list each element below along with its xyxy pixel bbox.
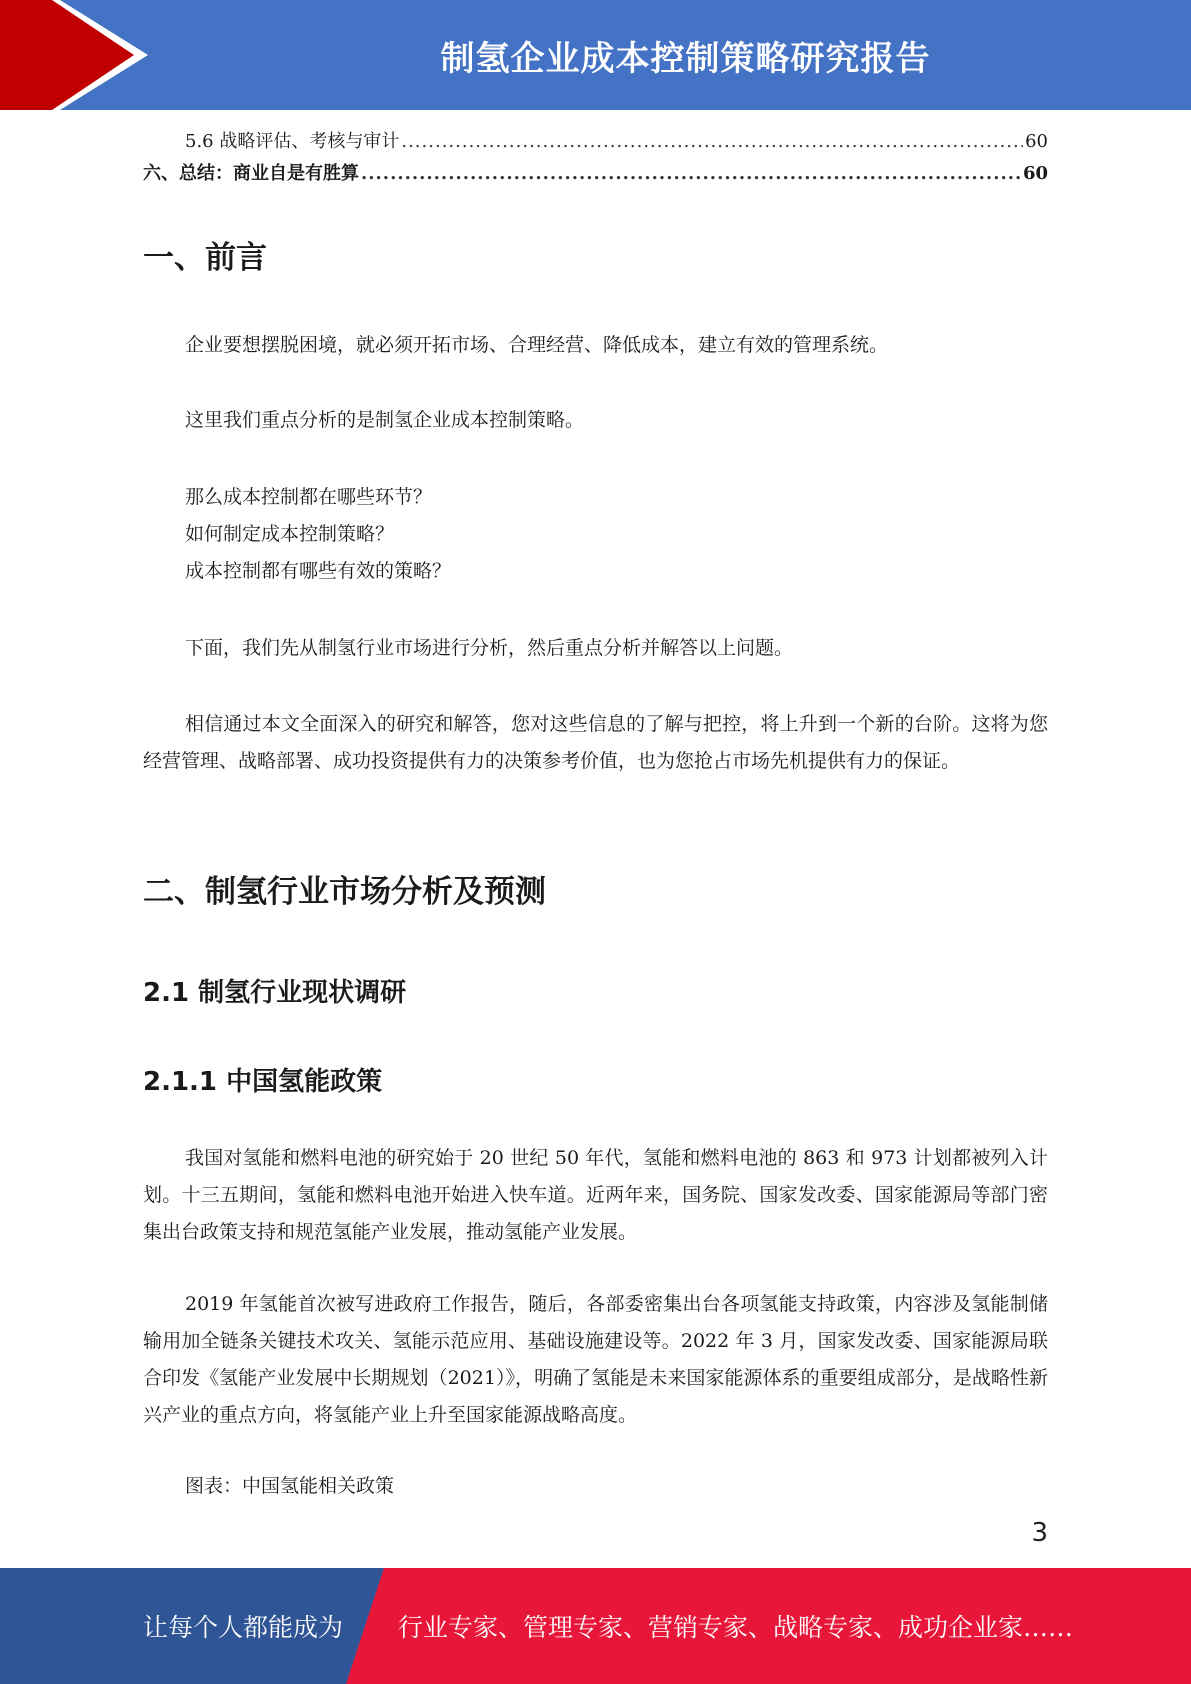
footer-banner: [0, 1568, 1191, 1684]
toc-leader: [361, 162, 1021, 186]
header-banner: [0, 0, 1191, 110]
toc-leader: [401, 130, 1023, 154]
toc-item[interactable]: [143, 162, 1048, 186]
paragraph: 2019 年氢能首次被写进政府工作报告，随后，各部委密集出台各项氢能支持政策，内容涉及氢能制储输用加全链条关键技术攻关、氢能示范应用、基础设施建设等。2022 年 3 月，国家发改委、国家能源局联合印发《氢能产业发展中长期规划（2021）》，明确了氢能是未来国家能源体系的重要组成部分，是战略性新兴产业的重点方向，将氢能产业上升至国家能源战略高度。: [143, 1293, 1048, 1426]
toc-item-label: 5.6 战略评估、考核与审计: [185, 131, 400, 152]
paragraph: 相信通过本文全面深入的研究和解答，您对这些信息的了解与把控，将上升到一个新的台阶。这将为您经营管理、战略部署、成功投资提供有力的决策参考价值，也为您抢占市场先机提供有力的保证。: [143, 713, 1048, 772]
red-chevron-icon: [0, 0, 160, 110]
footer-slogan-left: 让每个人都能成为: [143, 1613, 344, 1642]
paragraph: 企业要想摆脱困境，就必须开拓市场、合理经营、降低成本，建立有效的管理系统。: [185, 334, 889, 356]
question-line: 那么成本控制都在哪些环节？: [185, 486, 433, 508]
section-heading-market-analysis: 二、制氢行业市场分析及预测: [143, 874, 546, 910]
toc-item[interactable]: [185, 130, 1048, 154]
question-line: 成本控制都有哪些有效的策略？: [185, 560, 452, 582]
paragraph: 这里我们重点分析的是制氢企业成本控制策略。: [185, 409, 585, 431]
toc-item-label: 六、总结：商业自是有胜算: [143, 163, 359, 184]
subsection-heading: 2.1 制氢行业现状调研: [143, 978, 407, 1008]
toc-item-page: 60: [1022, 163, 1048, 184]
figure-caption: 图表：中国氢能相关政策: [185, 1475, 395, 1497]
toc-item-page: 60: [1025, 131, 1048, 152]
paragraph: 我国对氢能和燃料电池的研究始于 20 世纪 50 年代，氢能和燃料电池的 863 和 973 计划都被列入计划。十三五期间，氢能和燃料电池开始进入快车道。近两年来，国务院、国家发改委、国家能源局等部门密集出台政策支持和规范氢能产业发展，推动氢能产业发展。: [143, 1147, 1048, 1243]
section-heading-preface: 一、前言: [143, 240, 267, 276]
report-title: 制氢企业成本控制策略研究报告: [440, 38, 931, 79]
question-line: 如何制定成本控制策略？: [185, 523, 395, 545]
page-number: 3: [1031, 1518, 1048, 1548]
subsection-heading: 2.1.1 中国氢能政策: [143, 1067, 383, 1097]
footer-slogan-right: 行业专家、管理专家、营销专家、战略专家、成功企业家……: [398, 1613, 1074, 1642]
paragraph: 下面，我们先从制氢行业市场进行分析，然后重点分析并解答以上问题。: [185, 637, 794, 659]
